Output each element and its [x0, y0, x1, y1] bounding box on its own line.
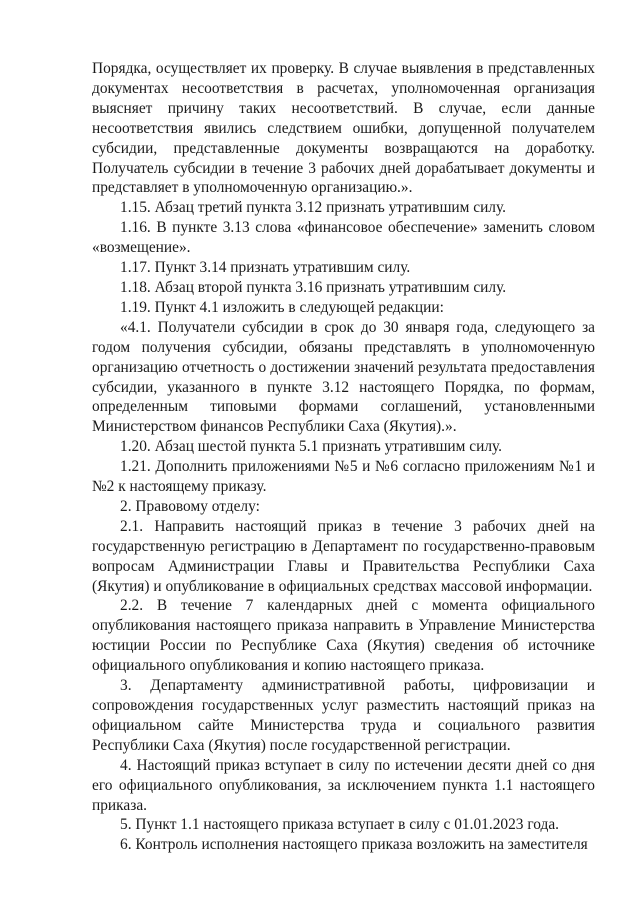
paragraph-1-17: 1.17. Пункт 3.14 признать утратившим силу. — [120, 259, 411, 277]
paragraph-procedure-check: Порядка, осуществляет их проверку. В случае выявления в представленных документах несоответствия в расчетах, уполномоченная организация выясняет причину таких несоответствий. В случае, если данные несоответствия явились следствием ошибки, допущенной получателем субсидии, представленные документы возвращаются на доработку. Получатель субсидии в течение 3 рабочих дней дорабатывает документы и представляет в уполномоченную организацию.». — [92, 60, 595, 197]
paragraph-1-16: 1.16. В пункте 3.13 слова «финансовое обеспечение» заменить словом «возмещение». — [92, 219, 595, 257]
paragraph-3: 3. Департаменту административной работы, цифровизации и сопровождения государственных услуг разместить настоящий приказ на официальном сайте Министерства труда и социального развития Республики Саха (Якутия) после государственной регистрации. — [92, 677, 595, 754]
paragraph-6: 6. Контроль исполнения настоящего приказа возложить на заместителя — [120, 836, 588, 854]
paragraph-1-21: 1.21. Дополнить приложениями №5 и №6 согласно приложениям №1 и №2 к настоящему приказу. — [92, 458, 595, 496]
paragraph-1-19: 1.19. Пункт 4.1 изложить в следующей редакции: — [120, 298, 444, 316]
paragraph-2: 2. Правовому отделу: — [120, 497, 260, 515]
paragraph-quote-4-1: «4.1. Получатели субсидии в срок до 30 января года, следующего за годом получения субсидии, обязаны представлять в уполномоченную организацию отчетность о достижении значений результата предоставления субсидии, указанного в пункте 3.12 настоящего Порядка, по формам, определенным типовыми формами соглашений, установленными Министерством финансов Республики Саха (Якутия).». — [92, 318, 595, 436]
paragraph-4: 4. Настоящий приказ вступает в силу по истечении десяти дней со дня его официального опубликования, за исключением пункта 1.1 настоящего приказа. — [92, 756, 595, 814]
paragraph-5: 5. Пункт 1.1 настоящего приказа вступает в силу с 01.01.2023 года. — [120, 816, 560, 834]
paragraph-1-20: 1.20. Абзац шестой пункта 5.1 признать утратившим силу. — [120, 438, 503, 456]
paragraph-1-15: 1.15. Абзац третий пункта 3.12 признать утратившим силу. — [120, 199, 506, 217]
document-page — [92, 59, 595, 855]
paragraph-1-18: 1.18. Абзац второй пункта 3.16 признать утратившим силу. — [120, 278, 507, 296]
paragraph-2-1: 2.1. Направить настоящий приказ в течение 3 рабочих дней на государственную регистрацию в Департамент по государственно-правовым вопросам Администрации Главы и Правительства Республики Саха (Якутия) и опубликование в официальных средствах массовой информации. — [92, 517, 595, 595]
paragraph-2-2: 2.2. В течение 7 календарных дней с момента официального опубликования настоящего приказа направить в Управление Министерства юстиции России по Республике Саха (Якутия) сведения об источнике официального опубликования и копию настоящего приказа. — [92, 597, 595, 675]
